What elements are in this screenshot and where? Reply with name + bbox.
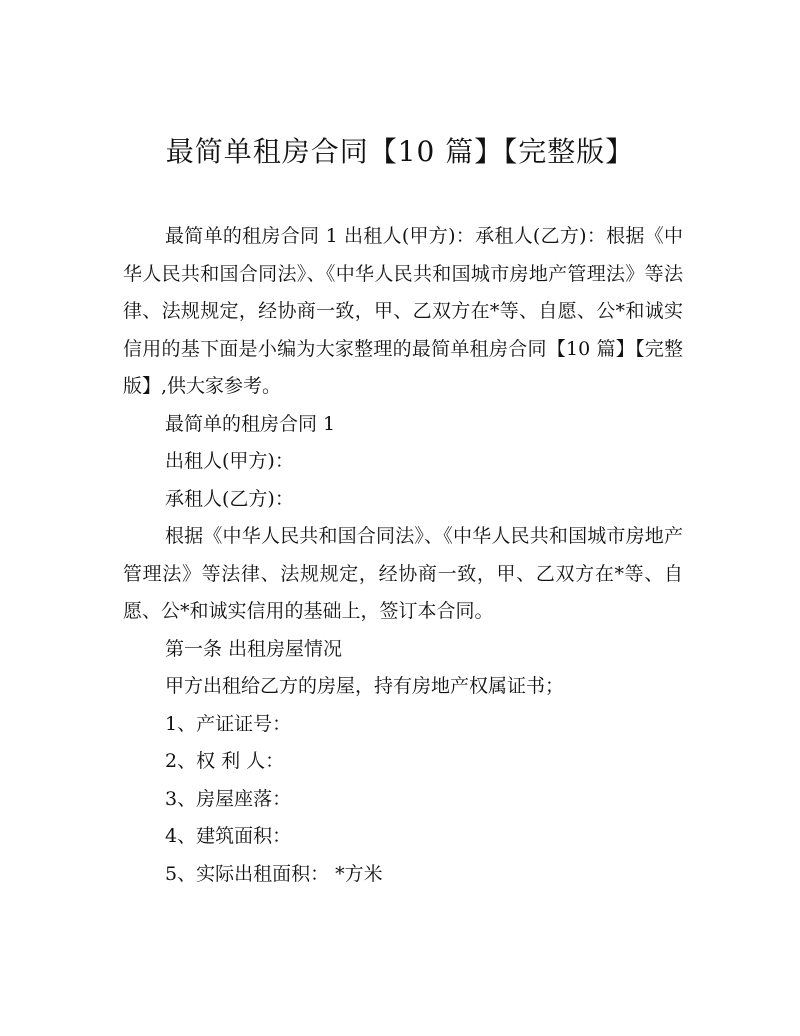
item-certificate-number: 1、产证证号： [165, 712, 292, 735]
document-title: 最简单租房合同【10 篇】【完整版】 [165, 135, 635, 168]
lessee-line: 承租人(乙方)： [165, 487, 294, 510]
intro-paragraph: 最简单的租房合同 1 出租人(甲方)：承租人(乙方)：根据《中华人民共和国合同法》、《中华人民共和国城市房地产管理法》等法律、法规规定，经协商一致，甲、乙双方在*等、自愿、公*和诚实信用的基下面是小编为大家整理的最简单租房合同【10 篇】【完整版】,供大家参考。 [123, 225, 683, 397]
section-heading: 最简单的租房合同 1 [165, 412, 336, 435]
item-property-location: 3、房屋座落： [165, 787, 292, 810]
item-actual-rental-area: 5、实际出租面积： *方米 [165, 862, 383, 885]
basis-paragraph: 根据《中华人民共和国合同法》、《中华人民共和国城市房地产管理法》等法律、法规规定，经协商一致，甲、乙双方在*等、自愿、公*和诚实信用的基础上，签订本合同。 [123, 525, 683, 622]
item-building-area: 4、建筑面积： [165, 825, 292, 847]
item-right-holder: 2、权 利 人： [165, 750, 285, 772]
article-one-heading: 第一条 出租房屋情况 [165, 637, 343, 660]
lessor-line: 出租人(甲方)： [165, 450, 294, 472]
article-one-intro: 甲方出租给乙方的房屋，持有房地产权属证书； [165, 675, 565, 697]
document-body [123, 218, 683, 893]
